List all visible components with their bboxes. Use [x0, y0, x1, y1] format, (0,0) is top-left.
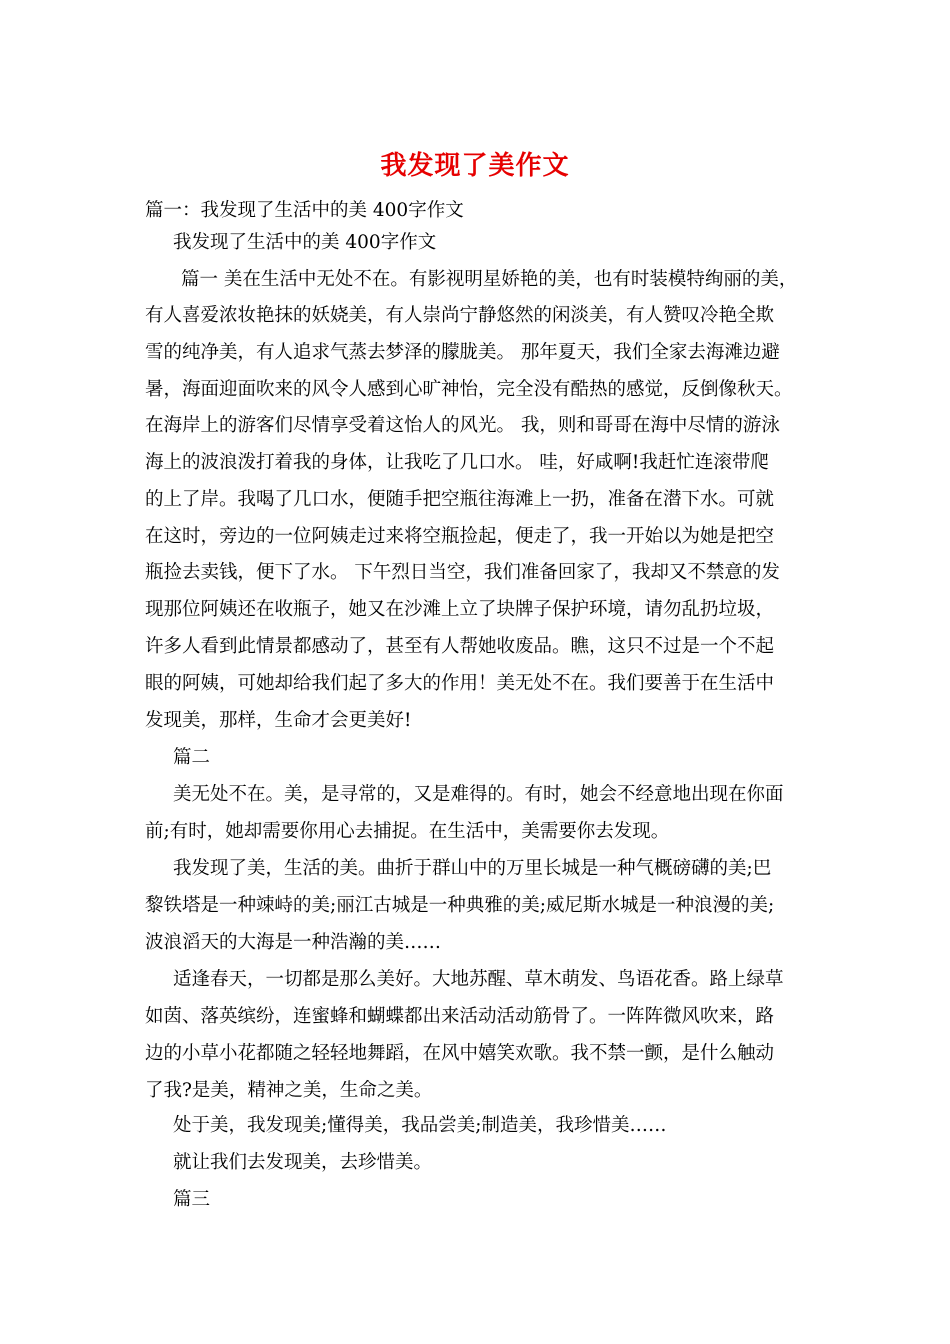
text-line: 就让我们去发现美，去珍惜美。 [173, 1152, 433, 1173]
text-line: 边的小草小花都随之轻轻地舞蹈，在风中嬉笑欢歌。我不禁一颤，是什么触动 [145, 1043, 775, 1064]
text-line: 美无处不在。美，是寻常的，又是难得的。有时，她会不经意地出现在你面 [173, 784, 784, 805]
text-line: 在这时，旁边的一位阿姨走过来将空瓶捡起，便走了，我一开始以为她是把空 [145, 526, 775, 547]
text-line: 我发现了美，生活的美。曲折于群山中的万里长城是一种气概磅礴的美;巴 [173, 858, 772, 879]
section-heading: 篇三 [173, 1189, 211, 1210]
text-line: 许多人看到此情景都感动了，甚至有人帮她收废品。瞧，这只不过是一个不起 [145, 636, 775, 657]
text-line: 瓶捡去卖钱，便下了水。 下午烈日当空，我们准备回家了，我却又不禁意的发 [145, 562, 780, 583]
text-line: 的上了岸。我喝了几口水，便随手把空瓶往海滩上一扔，准备在潜下水。可就 [145, 489, 775, 510]
text-line: 雪的纯净美，有人追求气蒸去梦泽的朦胧美。 那年夏天，我们全家去海滩边避 [145, 342, 780, 363]
text-line: 海上的波浪泼打着我的身体，让我吃了几口水。 哇，好咸啊!我赶忙连滚带爬 [145, 452, 769, 473]
text-line: 我发现了生活中的美 400字作文 [173, 232, 437, 253]
text-line: 处于美，我发现美;懂得美，我品尝美;制造美，我珍惜美…… [173, 1115, 667, 1136]
text-line: 现那位阿姨还在收瓶子，她又在沙滩上立了块牌子保护环境，请勿乱扔垃圾， [145, 599, 775, 620]
text-line: 如茵、落英缤纷，连蜜蜂和蝴蝶都出来活动活动筋骨了。一阵阵微风吹来，路 [145, 1006, 775, 1027]
text-line: 适逢春天，一切都是那么美好。大地苏醒、草木萌发、鸟语花香。路上绿草 [173, 969, 784, 990]
text-line: 暑，海面迎面吹来的风令人感到心旷神怡，完全没有酷热的感觉，反倒像秋天。 [145, 379, 793, 400]
text-line: 篇一 美在生活中无处不在。有影视明星娇艳的美，也有时装模特绚丽的美， [181, 269, 798, 290]
text-line: 波浪滔天的大海是一种浩瀚的美…… [145, 932, 442, 953]
text-line: 了我?是美，精神之美，生命之美。 [145, 1080, 433, 1101]
text-line: 黎铁塔是一种竦峙的美;丽江古城是一种典雅的美;威尼斯水城是一种浪漫的美; [145, 895, 775, 916]
text-line: 有人喜爱浓妆艳抹的妖娆美，有人崇尚宁静悠然的闲淡美，有人赞叹冷艳全欺 [145, 305, 775, 326]
text-line: 篇一：我发现了生活中的美 400字作文 [145, 200, 464, 221]
text-line: 前;有时，她却需要你用心去捕捉。在生活中，美需要你去发现。 [145, 821, 670, 842]
section-heading: 篇二 [173, 747, 211, 768]
text-line: 眼的阿姨，可她却给我们起了多大的作用！美无处不在。我们要善于在生活中 [145, 673, 775, 694]
text-line: 发现美，那样，生命才会更美好! [145, 710, 412, 731]
document-title: 我发现了美作文 [380, 151, 570, 181]
text-line: 在海岸上的游客们尽情享受着这怡人的风光。 我，则和哥哥在海中尽情的游泳 [145, 415, 780, 436]
